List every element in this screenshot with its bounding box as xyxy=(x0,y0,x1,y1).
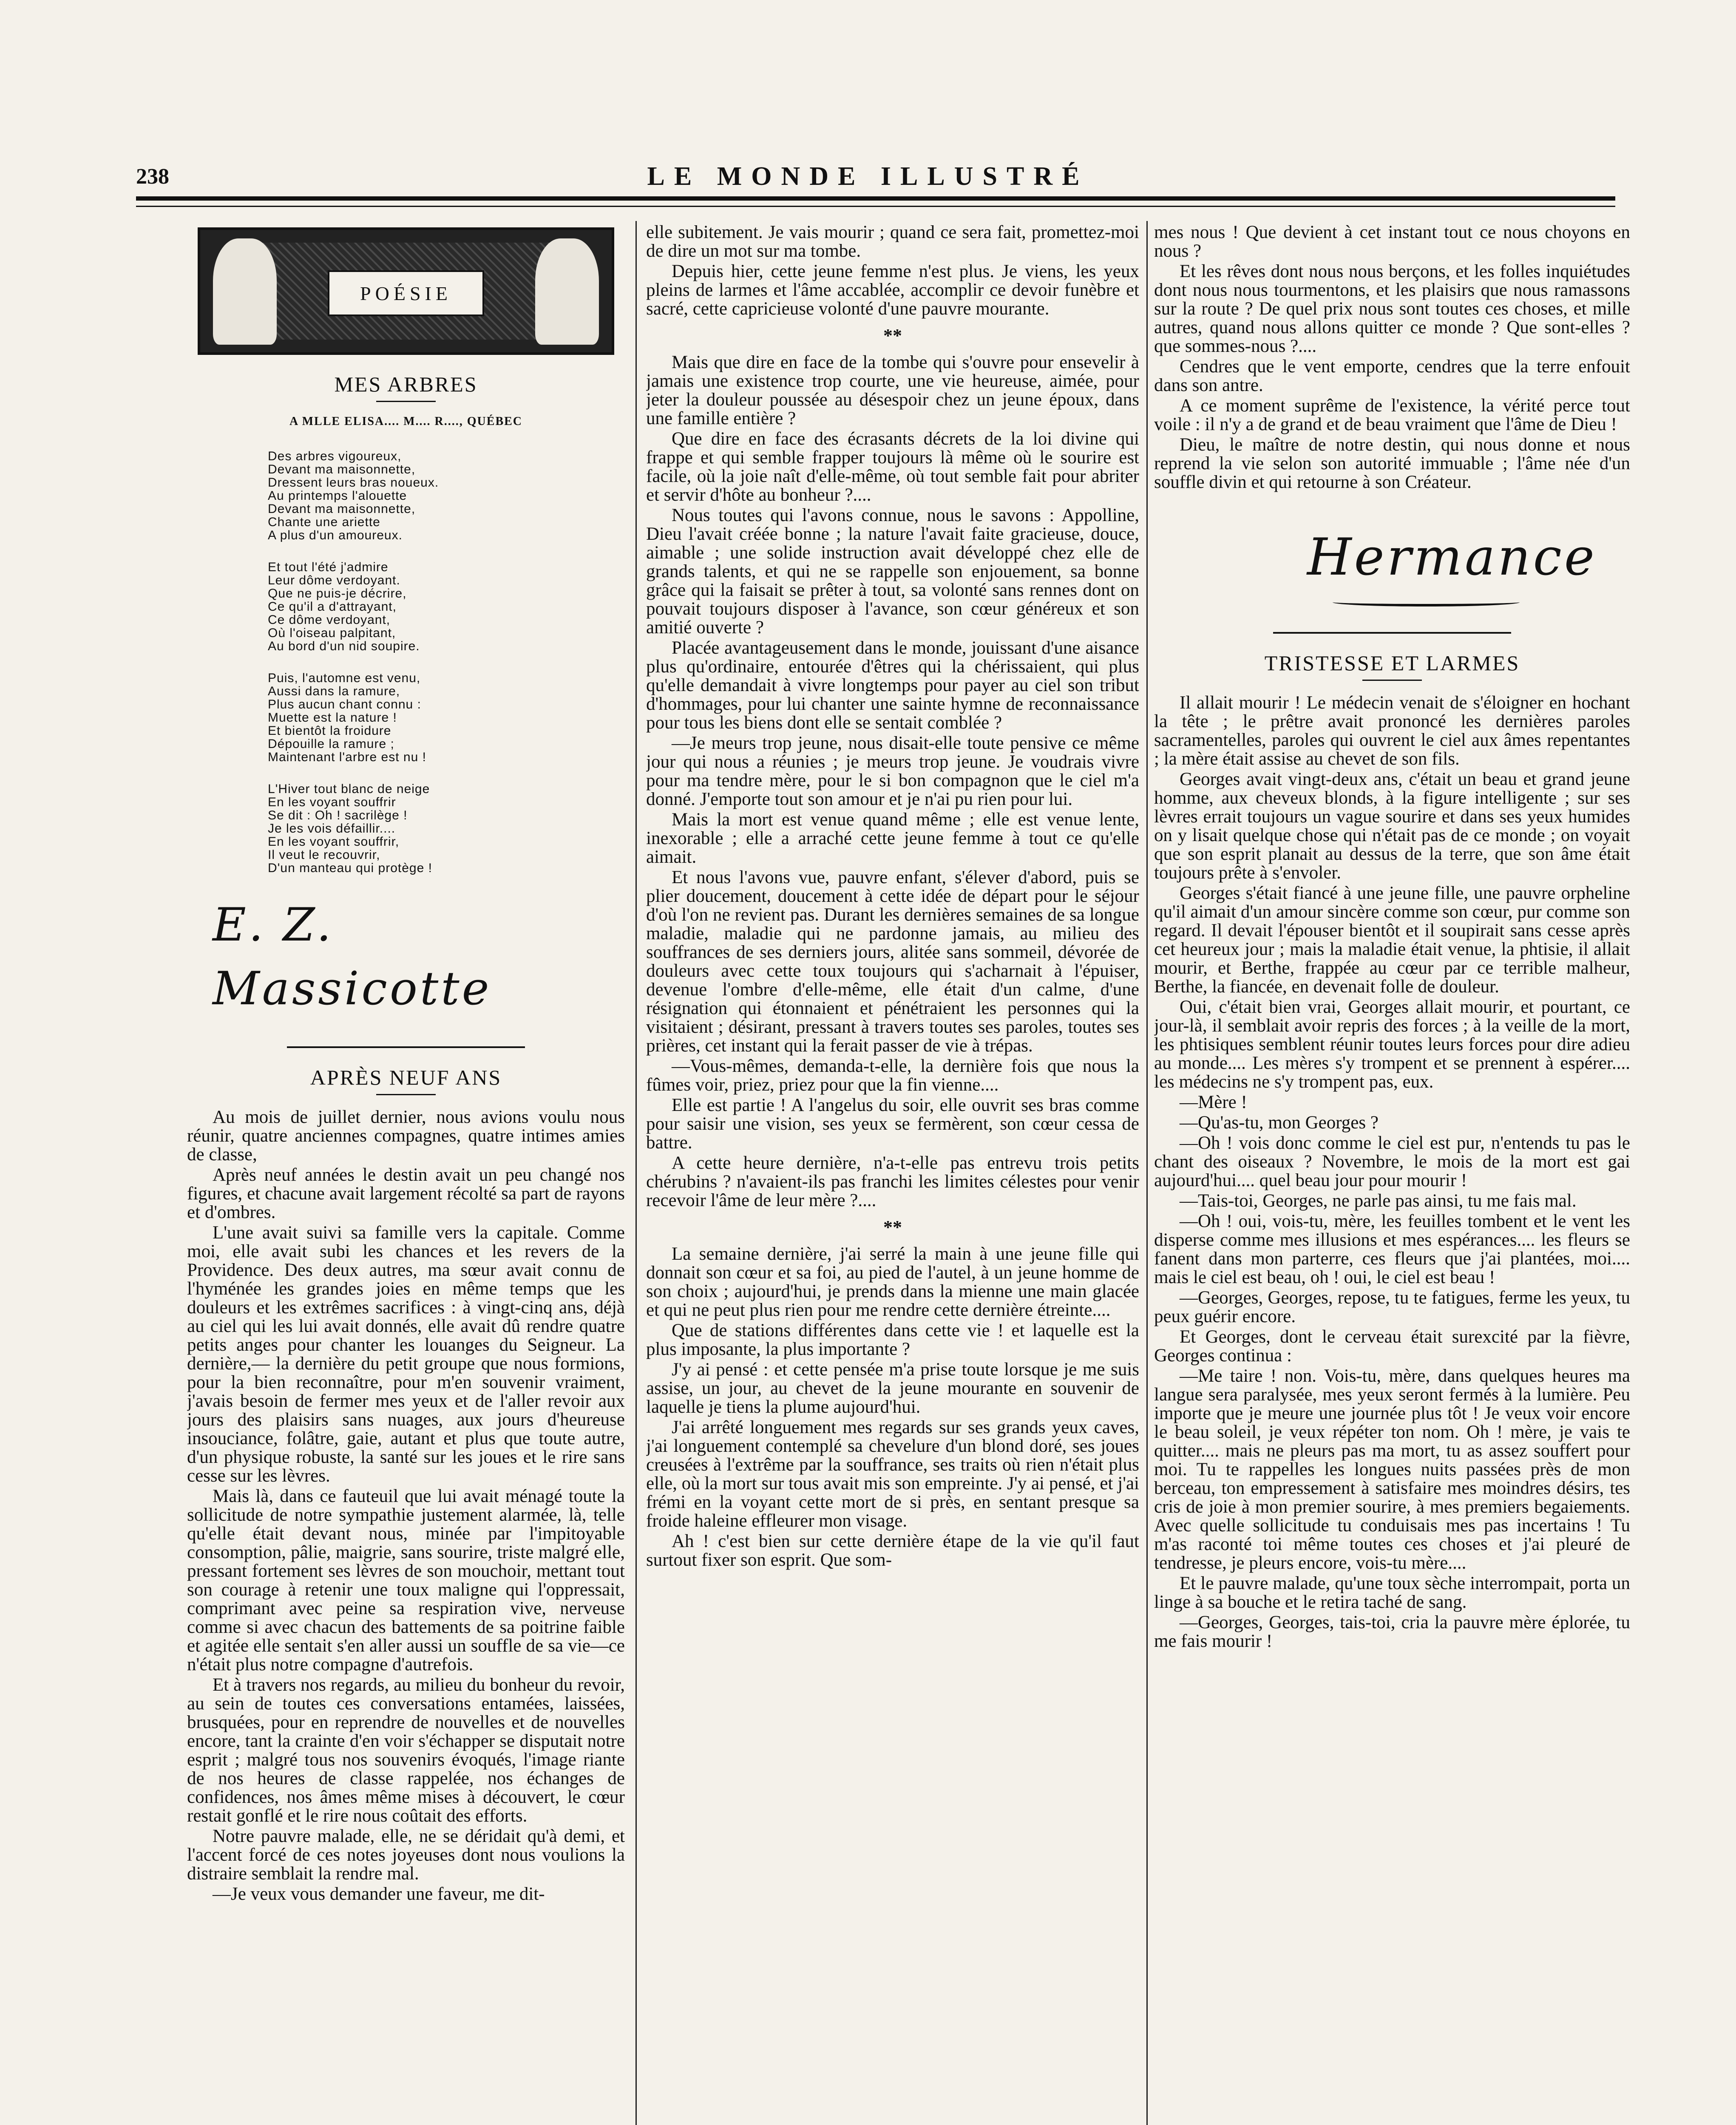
poem-line: Devant ma maisonnette, xyxy=(268,462,416,476)
paragraph: J'y ai pensé : et cette pensée m'a prise toute lorsque je me suis assise, un jour, au chevet de la jeune mourante en souvenir de laquelle je tiens la plume aujourd'hui. xyxy=(646,1360,1139,1417)
poem-line: L'Hiver tout blanc de neige xyxy=(268,782,430,796)
paragraph: Ah ! c'est bien sur cette dernière étape de la vie qu'il faut surtout fixer son esprit. Que som- xyxy=(646,1531,1139,1570)
poem-line: Et bientôt la froidure xyxy=(268,724,391,738)
paragraph: Oui, c'était bien vrai, Georges allait mourir, et pourtant, ce jour-là, il semblait avoir repris des forces ; à la veille de la mort, les phtisiques semblent réunir toutes leurs forces pour dire adieu au monde.... Les mères s'y trompent et se prennent à espérer.... les médecins ne s'y trompent pas, eux. xyxy=(1154,997,1630,1092)
poem-stanza xyxy=(268,450,625,542)
paragraph: —Georges, Georges, repose, tu te fatigues, ferme les yeux, tu peux guérir encore. xyxy=(1154,1288,1630,1326)
poem-line: A plus d'un amoureux. xyxy=(268,528,403,542)
poem-title: MES ARBRES xyxy=(334,372,478,396)
paragraph: Mais là, dans ce fauteuil que lui avait ménagé toute la sollicitude de notre sympathie justement alarmée, là, telle qu'elle était devant nous, minée par l'impitoyable consomption, pâlie, maigrie, sans sourire, triste malgré elle, pressant fortement ses lèvres de son mouchoir, mettant tout son courage à retenir une toux maligne qui l'oppressait, comprimant avec peine sa respiration vive, nerveuse comme si avec chacun des battements de sa poitrine faible et agitée elle sentait s'en aller aussi un souffle de sa vie—ce n'était plus notre compagne d'autrefois. xyxy=(187,1486,625,1674)
paragraph: —Je veux vous demander une faveur, me dit- xyxy=(213,1884,545,1904)
article-signature: Hermance xyxy=(1307,528,1597,587)
paragraph: Que dire en face des écrasants décrets de la loi divine qui frappe et qui semble frapper toujours là même où le sourire est facile, où la joie naît d'elle-même, où tout semble fait pour abriter et servir d'hôte au bonheur ?.... xyxy=(646,429,1139,505)
paragraph: Cendres que le vent emporte, cendres que la terre enfouit dans son antre. xyxy=(1154,357,1630,395)
title-rule xyxy=(376,401,436,402)
paragraph: Et nous l'avons vue, pauvre enfant, s'élever d'abord, puis se plier doucement, doucement à cette idée de départ pour le séjour d'où l'on ne revient pas. Durant les dernières semaines de sa longue maladie, maladie qui ne pardonne jamais, au milieu des souffrances de ses derniers jours, alitée sans sommeil, dévorée de douleurs avec cette toux toujours qui s'acharnait à l'épuiser, devenue l'ombre d'elle-même, elle était d'un calme, d'une résignation qui étonnaient et pénétraient les personnes qui la visitaient ; désirant, pressant à travers toutes ses paroles, toutes ses prières, cet instant qui la ferait passer de vie à trépas. xyxy=(646,867,1139,1056)
signature-flourish xyxy=(1333,598,1520,606)
paragraph: —Je meurs trop jeune, nous disait-elle toute pensive ce même jour qui nous a réunies ; je meurs trop jeune. Je voudrais vivre pour ma tendre mère, pour le si bon compagnon que le ciel m'a donné. J'emporte tout son amour et je n'ai pu rien pour lui. xyxy=(646,733,1139,809)
paragraph: —Georges, Georges, tais-toi, cria la pauvre mère éplorée, tu me fais mourir ! xyxy=(1154,1612,1630,1651)
banner-figure-left xyxy=(213,238,277,345)
asterism: ** xyxy=(883,325,902,346)
paragraph: Mais la mort est venue quand même ; elle est venue lente, inexorable ; elle a arraché cette jeune femme à tout ce qu'elle aimait. xyxy=(646,810,1139,867)
poem-line: Puis, l'automne est venu, xyxy=(268,671,421,685)
poem-line: Plus aucun chant connu : xyxy=(268,697,421,711)
section-divider xyxy=(1273,632,1511,634)
poem-line: Au printemps l'alouette xyxy=(268,489,407,503)
poem-line: Devant ma maisonnette, xyxy=(268,502,416,516)
poem-line: Aussi dans la ramure, xyxy=(268,684,400,698)
paragraph: Au mois de juillet dernier, nous avions voulu nous réunir, quatre anciennes compagnes, quatre intimes amies de classe, xyxy=(187,1107,625,1164)
poem-line: Maintenant l'arbre est nu ! xyxy=(268,750,426,764)
paragraph: elle subitement. Je vais mourir ; quand ce sera fait, promettez-moi de dire un mot sur ma tombe. xyxy=(646,223,1139,261)
paragraph: Notre pauvre malade, elle, ne se déridait qu'à demi, et l'accent forcé de ces notes joyeuses dont nous voulions la distraire semblait la rendre mal. xyxy=(187,1826,625,1884)
paragraph: Et à travers nos regards, au milieu du bonheur du revoir, au sein de toutes ces conversations entamées, laissées, brusquées, pour en reprendre de nouvelles et de nouvelles encore, tant la crainte d'en voir s'échapper se disputait notre esprit ; malgré tous nos souvenirs évoqués, l'image riante de nos heures de classe rappelée, nos échanges de confidences, nos âmes même mises à découvert, le cœur restait gonflé et le rire nous coûtait des efforts. xyxy=(187,1675,625,1826)
column-separator xyxy=(1146,221,1148,2125)
paragraph: mes nous ! Que devient à cet instant tout ce nous choyons en nous ? xyxy=(1154,223,1630,261)
column-right xyxy=(1154,223,1630,2125)
paragraph: Dieu, le maître de notre destin, qui nous donne et nous reprend la vie selon son autorité immuable ; l'âme née d'un souffle divin et qui retourne à son Créateur. xyxy=(1154,435,1630,492)
paragraph: L'une avait suivi sa famille vers la capitale. Comme moi, elle avait subi les chances et les revers de la Providence. Des deux autres, ma sœur avait connu de l'hyménée les grandes joies en même temps que les douleurs et les extrêmes sacrifices : à vingt-cinq ans, déjà au ciel qui les lui avait donnés, elle avait dû rendre quatre petits anges pour chanter les louanges du Seigneur. La dernière,— la dernière du petit groupe que nous formions, pour la bien reconnaître, pour m'en souvenir vraiment, j'avais besoin de fermer mes yeux et de l'aller revoir aux jours des plaisirs sans nuages, aux jours d'heureuse insouciance, folâtre, gaie, autant et plus que toute autre, d'un physique robuste, la santé sur les joues et le rire sans cesse sur les lèvres. xyxy=(187,1223,625,1486)
header-rule-thin xyxy=(136,206,1615,207)
poem-line: Des arbres vigoureux, xyxy=(268,449,402,463)
poem-line: Il veut le recouvrir, xyxy=(268,848,380,862)
poem-line: Muette est la nature ! xyxy=(268,711,397,725)
column-separator xyxy=(635,221,637,2125)
paragraph: Nous toutes qui l'avons connue, nous le savons : Appolline, Dieu l'avait créée bonne ; la nature l'avait faite gracieuse, douce, aimable ; une solide instruction avait développé chez elle de grands talents, et qui ne se rappelle son enjouement, sa bonne grâce qui la faisait se prêter à tout, sa volonté sans rennes dont on pouvait toujours disposer à l'avance, son cœur généreux et son amitié ouverte ? xyxy=(646,505,1139,638)
asterism: ** xyxy=(883,1217,902,1238)
banner-figure-right xyxy=(535,238,599,345)
poem-line: Dressent leurs bras noueux. xyxy=(268,476,439,490)
paragraph: A cette heure dernière, n'a-t-elle pas entrevu trois petits chérubins ? n'avaient-ils pas franchi les limites célestes pour venir recevoir l'âme de leur mère ?.... xyxy=(646,1153,1139,1210)
poem-line: En les voyant souffrir xyxy=(268,795,396,809)
poem-line: Leur dôme verdoyant. xyxy=(268,573,400,587)
paragraph: Elle est partie ! A l'angelus du soir, elle ouvrit ses bras comme pour saisir une vision, ses yeux se fermèrent, son cœur cessa de battre. xyxy=(646,1095,1139,1153)
paragraph: Et les rêves dont nous nous berçons, et les folles inquiétudes dont nous nous tourmentons, et les plaisirs que nous ramassons sur la route ? De quel prix nous sont toutes ces choses, et mille autres, quand nous allons quitter ce monde ? Que sont-elles ? que sommes-nous ?.... xyxy=(1154,261,1630,356)
poesie-banner xyxy=(198,227,614,355)
paragraph: Et le pauvre malade, qu'une toux sèche interrompait, porta un linge à sa bouche et le retira taché de sang. xyxy=(1154,1573,1630,1612)
paragraph: Depuis hier, cette jeune femme n'est plus. Je viens, les yeux pleins de larmes et l'âme accablée, accomplir ce devoir funèbre et sacré, cette capricieuse volonté d'une pauvre mourante. xyxy=(646,261,1139,319)
poem-line: Dépouille la ramure ; xyxy=(268,737,394,751)
poem-line: Je les vois défaillir.... xyxy=(268,822,396,836)
poem-line: Où l'oiseau palpitant, xyxy=(268,626,396,640)
banner-label: POÉSIE xyxy=(328,270,484,316)
poem-line: Au bord d'un nid soupire. xyxy=(268,639,420,653)
poem-dedication: A MLLE ELISA.... M.... R...., QUÉBEC xyxy=(289,415,523,428)
paragraph: —Qu'as-tu, mon Georges ? xyxy=(1180,1113,1379,1133)
paragraph: A ce moment suprême de l'existence, la vérité perce tout voile : il n'y a de grand et de beau vraiment que l'âme de Dieu ! xyxy=(1154,396,1630,434)
title-rule xyxy=(1362,680,1422,681)
poem-stanza xyxy=(268,672,625,764)
poem-signature: E. Z. Massicotte xyxy=(213,898,492,1015)
article-title: APRÈS NEUF ANS xyxy=(310,1065,502,1089)
paragraph: Et Georges, dont le cerveau était surexcité par la fièvre, Georges continua : xyxy=(1154,1327,1630,1366)
column-left xyxy=(187,223,625,2125)
paragraph: Que de stations différentes dans cette vie ! et laquelle est la plus imposante, la plus importante ? xyxy=(646,1320,1139,1359)
poem-line: Ce qu'il a d'attrayant, xyxy=(268,600,397,614)
paragraph: Placée avantageusement dans le monde, jouissant d'une aisance plus qu'ordinaire, entourée d'êtres qui la chérissaient, qui plus qu'elle demandait à vivre longtemps pour payer au ciel son tribut d'hommages, pour lui chanter une sainte hymne de reconnaissance pour tous les biens dont elle se sentait comblée ? xyxy=(646,638,1139,733)
paragraph: —Oh ! oui, vois-tu, mère, les feuilles tombent et le vent les disperse comme mes illusions et mes espérances.... les fleurs se fanent dans mon parterre, ces fleurs que j'ai plantées, moi.... mais le ciel est beau, oh ! oui, le ciel est beau ! xyxy=(1154,1211,1630,1287)
poem-line: Que ne puis-je décrire, xyxy=(268,586,407,601)
paragraph: —Vous-mêmes, demanda-t-elle, la dernière fois que nous la fûmes voir, priez, priez pour que la fin vienne.... xyxy=(646,1056,1139,1095)
journal-title: LE MONDE ILLUSTRÉ xyxy=(647,162,1089,191)
paragraph: —Mère ! xyxy=(1180,1092,1247,1112)
paragraph: Il allait mourir ! Le médecin venait de s'éloigner en hochant la tête ; le prêtre avait prononcé les dernières paroles sacramentelles, paroles qui ouvrent le ciel aux âmes repentantes ; la mère était assise au chevet de son fils. xyxy=(1154,693,1630,769)
poem-line: Se dit : Oh ! sacrilège ! xyxy=(268,808,408,822)
poem-stanza xyxy=(268,561,625,653)
paragraph: —Me taire ! non. Vois-tu, mère, dans quelques heures ma langue sera paralysée, mes yeux seront fermés à la lumière. Peu importe que je meure une journée plus tôt ! Je veux voir encore le beau soleil, je veux répéter ton nom. Oh ! mère, je vais te quitter.... mais ne pleurs pas ma mort, tu as assez souffert pour moi. Tu te rappelles les longues nuits passées près de mon berceau, ton empressement à satisfaire mes moindres désirs, tes cris de joie à mon premier sourire, à mes premiers begaiements. Avec quelle sollicitude tu conduisais mes pas incertains ! Tu m'as raconté toi même toutes ces choses et j'ai pleuré de tendresse, je pleurs encore, vois-tu mère.... xyxy=(1154,1366,1630,1573)
section-divider xyxy=(287,1046,525,1048)
poem-line: Chante une ariette xyxy=(268,515,380,529)
paragraph: J'ai arrêté longuement mes regards sur ses grands yeux caves, j'ai longuement contemplé sa chevelure d'un blond doré, ses joues creusées à l'extrême par la souffrance, ses traits où rien n'était plus elle, où la mort sur tous avait mis son empreinte. J'y ai pensé, et j'ai frémi en la voyant cette mort de si près, en sentant presque sa froide haleine effleurer mon visage. xyxy=(646,1417,1139,1531)
article-title: TRISTESSE ET LARMES xyxy=(1264,651,1520,675)
paragraph: La semaine dernière, j'ai serré la main à une jeune fille qui donnait son cœur et sa foi, au pied de l'autel, à un jeune homme de son choix ; aujourd'hui, je prends dans la mienne une main glacée et qui ne peut plus rien pour me rendre cette dernière étreinte.... xyxy=(646,1244,1139,1320)
paragraph: Georges s'était fiancé à une jeune fille, une pauvre orpheline qu'il aimait d'un amour sincère comme son cœur, pur comme son regard. Il devait l'épouser bientôt et il soupirait sans cesse après cet heureux jour ; mais la maladie était venue, la phtisie, il allait mourir, et Berthe, frappée au cœur par ce terrible malheur, Berthe, la fiancée, en devenait folle de douleur. xyxy=(1154,883,1630,997)
paragraph: Après neuf années le destin avait un peu changé nos figures, et chacune avait largement récolté sa part de rayons et d'ombres. xyxy=(187,1165,625,1222)
column-middle xyxy=(646,223,1139,2125)
poem-line: D'un manteau qui protège ! xyxy=(268,861,432,875)
poem-line: Et tout l'été j'admire xyxy=(268,560,389,574)
page-number: 238 xyxy=(136,164,169,189)
poem-stanza xyxy=(268,782,625,875)
poem-line: Ce dôme verdoyant, xyxy=(268,613,391,627)
header-rule-thick xyxy=(136,196,1615,201)
paragraph: Mais que dire en face de la tombe qui s'ouvre pour ensevelir à jamais une existence trop courte, une vie heureuse, aimée, pour jeter la douleur poussée au désespoir chez un jeune époux, dans une famille entière ? xyxy=(646,352,1139,428)
title-rule xyxy=(376,1094,436,1095)
poem-line: En les voyant souffrir, xyxy=(268,835,400,849)
paragraph: —Oh ! vois donc comme le ciel est pur, n'entends tu pas le chant des oiseaux ? Novembre, le mois de la mort est gai aujourd'hui.... quel beau jour pour mourir ! xyxy=(1154,1133,1630,1190)
paragraph: Georges avait vingt-deux ans, c'était un beau et grand jeune homme, aux cheveux blonds, à la figure intelligente ; sur ses lèvres errait toujours un vague sourire et dans ses yeux humides on y lisait quelque chose qui n'était pas de ce monde ; on voyait que son esprit planait au dessus de la terre, que son âme était toujours prête à s'envoler. xyxy=(1154,769,1630,883)
paragraph: —Tais-toi, Georges, ne parle pas ainsi, tu me fais mal. xyxy=(1180,1191,1577,1211)
